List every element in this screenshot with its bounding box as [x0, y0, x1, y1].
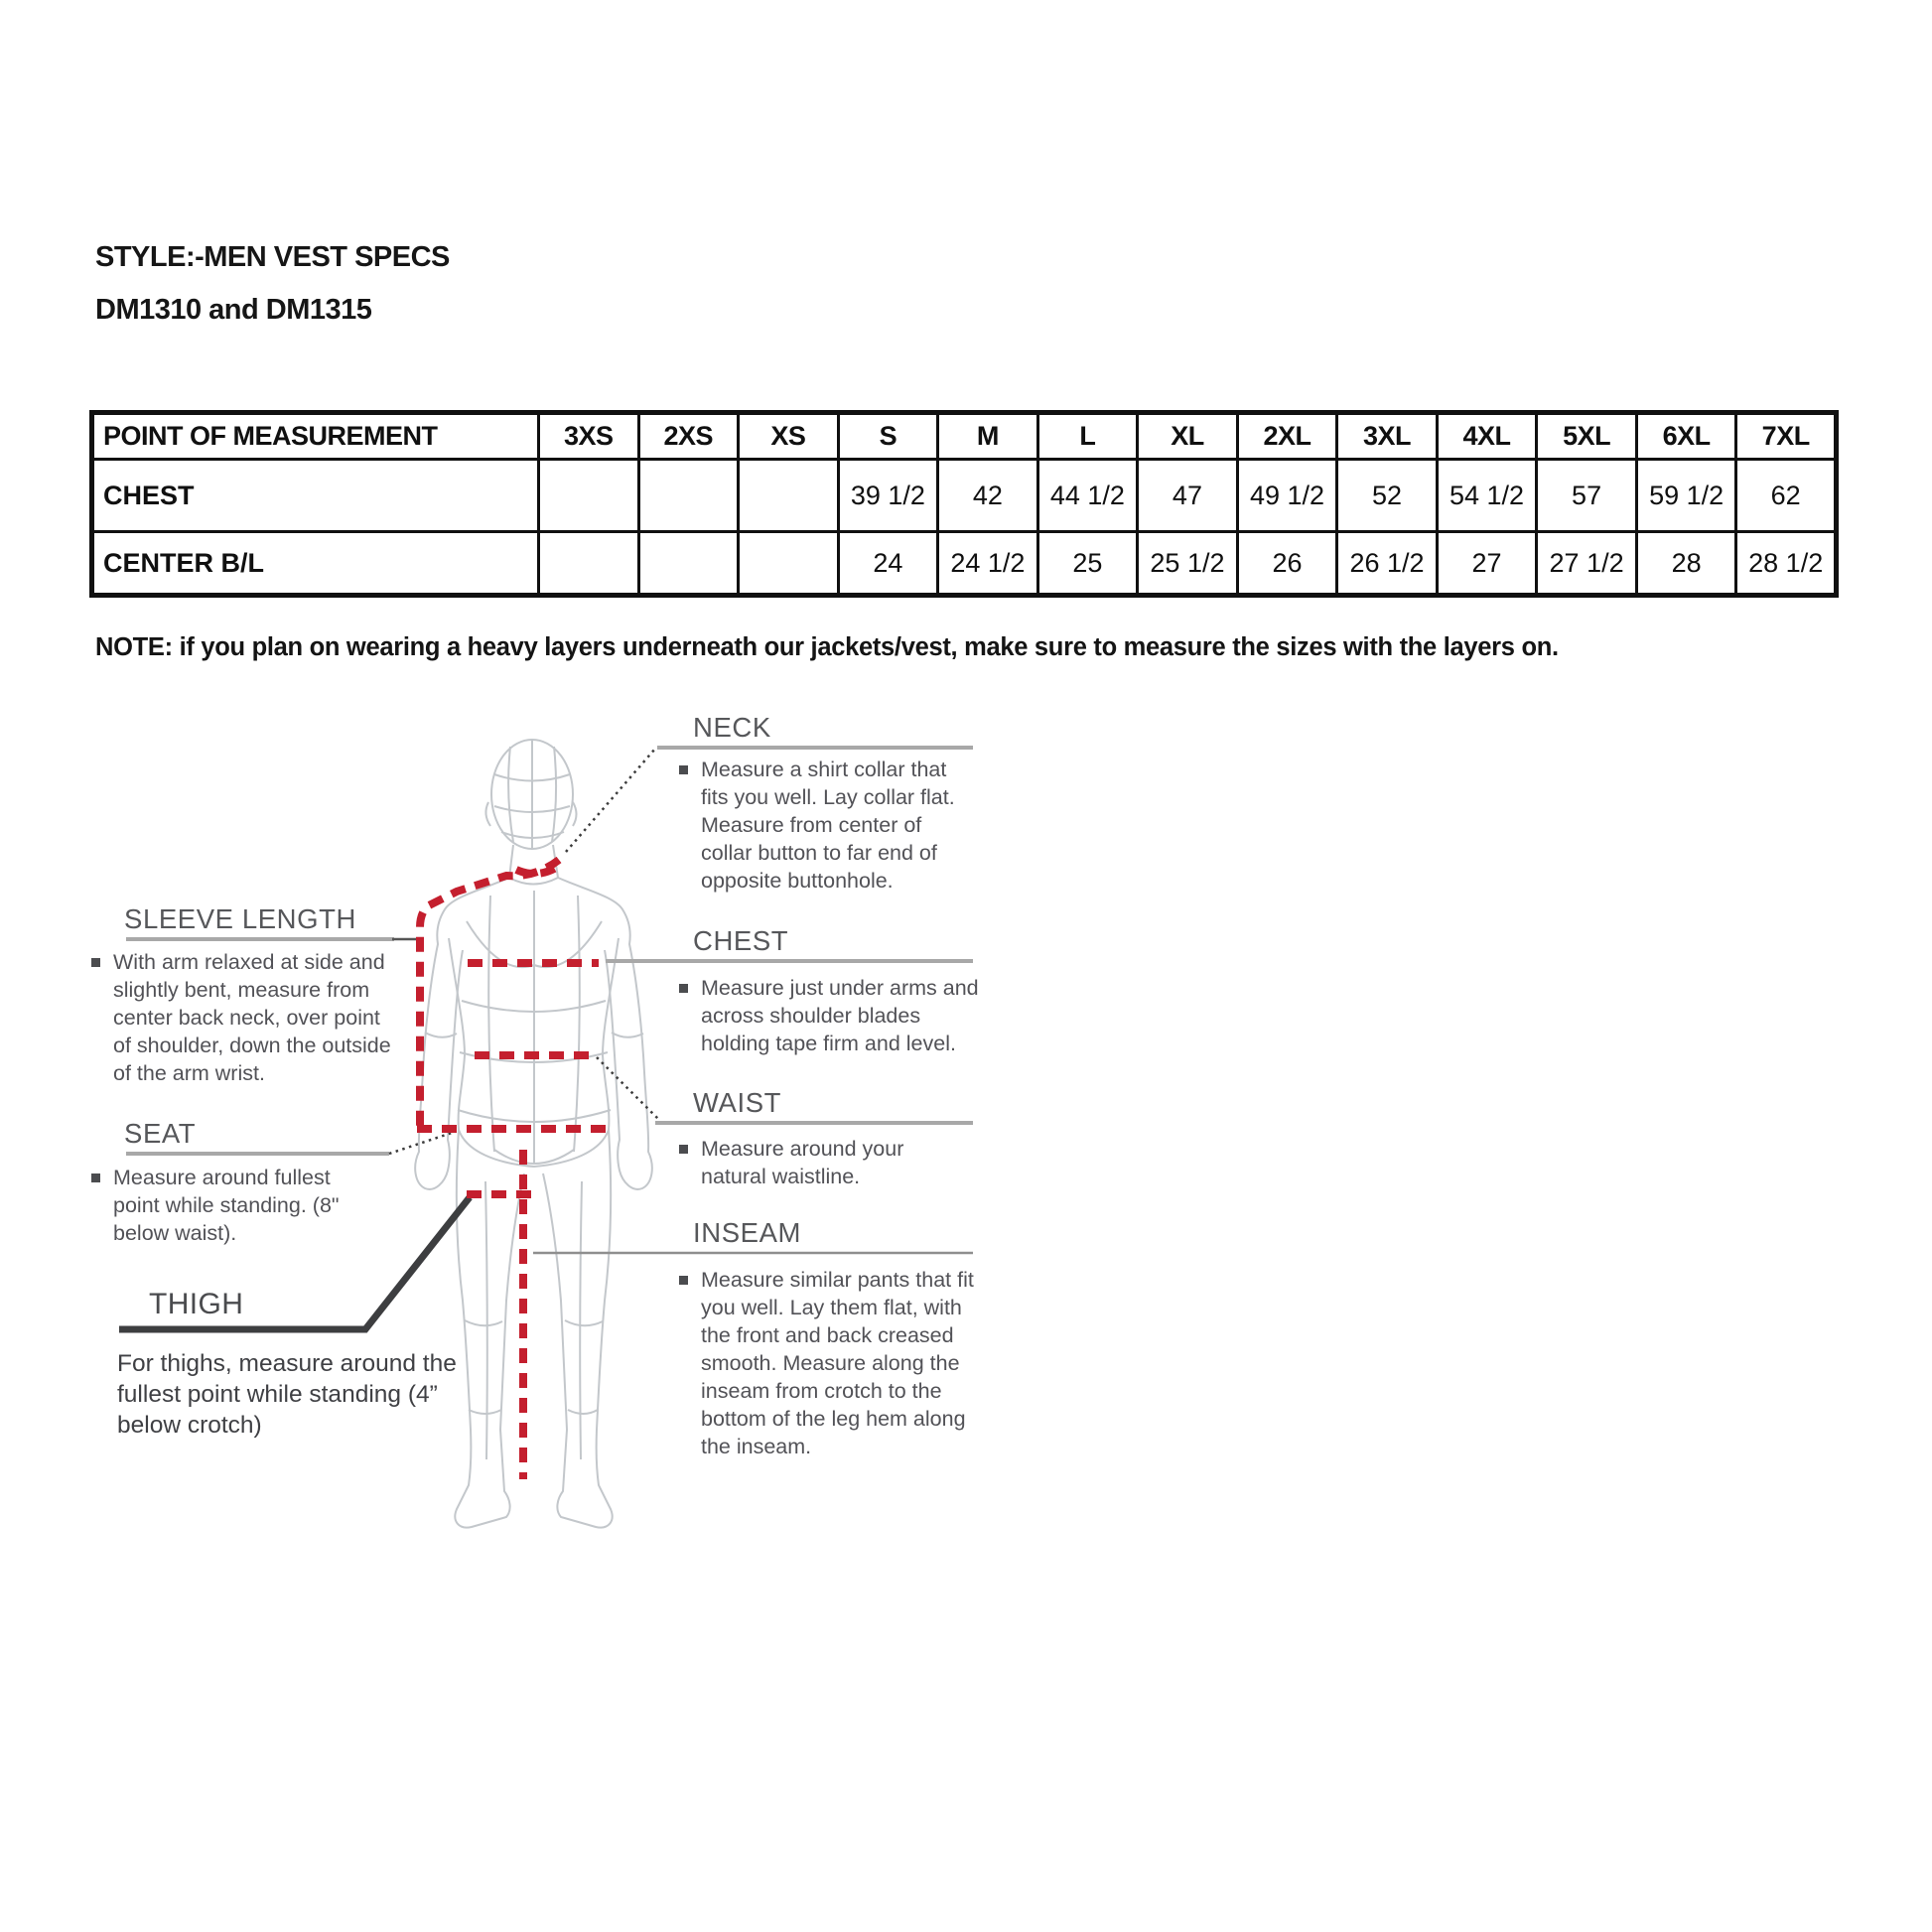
- style-title: STYLE:-MEN VEST SPECS: [95, 241, 450, 273]
- size-column-header: XL: [1138, 413, 1238, 460]
- measurement-value-cell: 25: [1037, 532, 1138, 596]
- measurement-value-cell: [539, 460, 639, 532]
- seat-description-text: Measure around fullest point while standing. (8" below waist).: [113, 1166, 340, 1245]
- measurement-value-cell: 24: [838, 532, 938, 596]
- size-column-header: 3XS: [539, 413, 639, 460]
- measurement-value-cell: [638, 532, 739, 596]
- measurement-row: [92, 460, 1837, 532]
- size-column-header: XS: [739, 413, 839, 460]
- seat-description: [91, 1164, 355, 1247]
- bullet-icon: [91, 1173, 100, 1182]
- measurement-value-cell: 59 1/2: [1636, 460, 1736, 532]
- neck-description: [679, 756, 977, 895]
- neck-description-text: Measure a shirt collar that fits you well. Lay collar flat. Measure from center of collar button to far end of opposite buttonhole.: [701, 758, 955, 893]
- measurement-value-cell: 62: [1736, 460, 1837, 532]
- measurement-value-cell: 27: [1437, 532, 1537, 596]
- measurement-value-cell: [638, 460, 739, 532]
- size-column-header: 6XL: [1636, 413, 1736, 460]
- size-column-header: L: [1037, 413, 1138, 460]
- size-column-header: 7XL: [1736, 413, 1837, 460]
- measurement-value-cell: 25 1/2: [1138, 532, 1238, 596]
- sleeve-length-description-text: With arm relaxed at side and slightly bent, measure from center back neck, over point of shoulder, down the outside of the arm wrist.: [113, 950, 391, 1085]
- note-text: NOTE: if you plan on wearing a heavy layers underneath our jackets/vest, make sure to measure the sizes with the layers on.: [95, 633, 1559, 661]
- seat-connector-line: [389, 1132, 455, 1154]
- measurement-value-cell: 44 1/2: [1037, 460, 1138, 532]
- measurement-value-cell: [539, 532, 639, 596]
- inseam-description-text: Measure similar pants that fit you well. Lay them flat, with the front and back creased smooth. Measure along the inseam from crotch to the bottom of the leg hem along the inseam.: [701, 1268, 974, 1458]
- measurement-value-cell: 24 1/2: [938, 532, 1038, 596]
- chest-description: [679, 974, 991, 1057]
- bullet-icon: [91, 958, 100, 967]
- neck-label: NECK: [693, 712, 771, 743]
- waist-description: [679, 1135, 927, 1190]
- sleeve-length-label: SLEEVE LENGTH: [124, 903, 356, 934]
- measurement-value-cell: 57: [1537, 460, 1637, 532]
- waist-label: WAIST: [693, 1087, 782, 1118]
- thigh-description: [117, 1348, 460, 1441]
- measurement-value-cell: 47: [1138, 460, 1238, 532]
- size-column-header: M: [938, 413, 1038, 460]
- measurement-value-cell: 26 1/2: [1337, 532, 1438, 596]
- chest-description-text: Measure just under arms and across shoulder blades holding tape firm and level.: [701, 976, 979, 1055]
- size-column-header: 2XL: [1237, 413, 1337, 460]
- size-chart-header: [92, 413, 1837, 460]
- size-column-header: S: [838, 413, 938, 460]
- point-of-measurement-header: POINT OF MEASUREMENT: [92, 413, 539, 460]
- waist-description-text: Measure around your natural waistline.: [701, 1137, 904, 1188]
- size-column-header: 2XS: [638, 413, 739, 460]
- measurement-row: [92, 532, 1837, 596]
- measurement-value-cell: 42: [938, 460, 1038, 532]
- measurement-value-cell: 28 1/2: [1736, 532, 1837, 596]
- seat-label: SEAT: [124, 1118, 197, 1149]
- neck-connector-line: [566, 749, 655, 852]
- measurement-value-cell: [739, 532, 839, 596]
- bullet-icon: [679, 984, 688, 993]
- measurement-value-cell: 28: [1636, 532, 1736, 596]
- measurement-value-cell: 39 1/2: [838, 460, 938, 532]
- size-chart-table: [89, 410, 1839, 598]
- measurement-value-cell: 49 1/2: [1237, 460, 1337, 532]
- size-column-header: 5XL: [1537, 413, 1637, 460]
- measurement-row-label: CHEST: [92, 460, 539, 532]
- inseam-description: [679, 1266, 977, 1460]
- measurement-row-label: CENTER B/L: [92, 532, 539, 596]
- bullet-icon: [679, 1276, 688, 1285]
- measurement-value-cell: 52: [1337, 460, 1438, 532]
- sleeve-length-description: [91, 948, 401, 1087]
- model-numbers: DM1310 and DM1315: [95, 294, 372, 326]
- size-chart-body: [92, 460, 1837, 596]
- chest-label: CHEST: [693, 925, 789, 956]
- measurement-value-cell: 26: [1237, 532, 1337, 596]
- thigh-description-text: For thighs, measure around the fullest point while standing (4” below crotch): [117, 1350, 457, 1439]
- size-column-header: 4XL: [1437, 413, 1537, 460]
- measurement-value-cell: 54 1/2: [1437, 460, 1537, 532]
- size-column-header: 3XL: [1337, 413, 1438, 460]
- bullet-icon: [679, 1145, 688, 1154]
- header-row: [92, 413, 1837, 460]
- bullet-icon: [679, 765, 688, 774]
- measurement-value-cell: 27 1/2: [1537, 532, 1637, 596]
- inseam-label: INSEAM: [693, 1217, 802, 1248]
- thigh-label: THIGH: [149, 1288, 244, 1320]
- measurement-value-cell: [739, 460, 839, 532]
